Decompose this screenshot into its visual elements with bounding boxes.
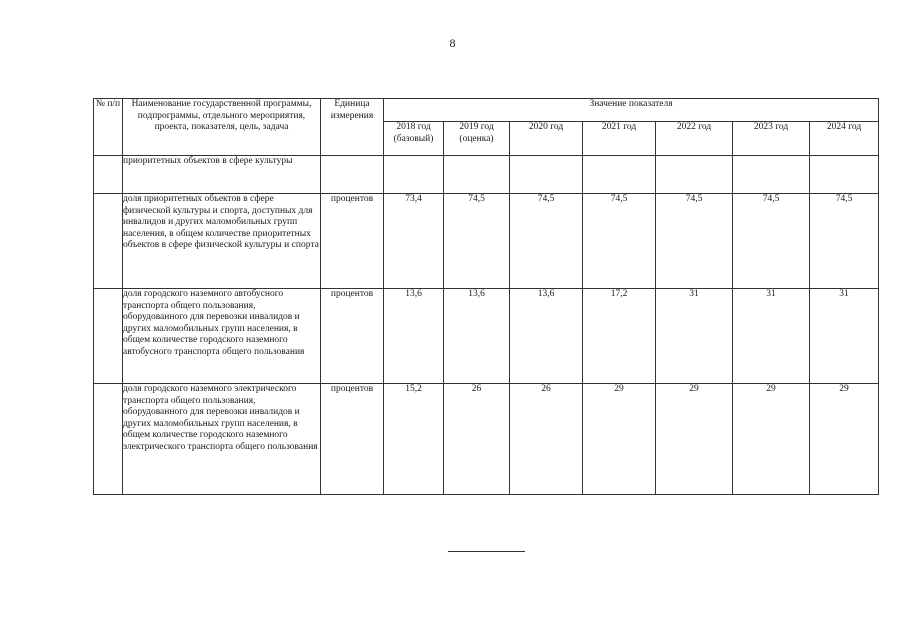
row-unit: процентов	[321, 194, 384, 289]
row-unit: процентов	[321, 289, 384, 384]
header-unit: Единица измерения	[321, 99, 384, 156]
row-value: 74,5	[510, 194, 583, 289]
row-value: 13,6	[510, 289, 583, 384]
row-value: 17,2	[583, 289, 656, 384]
row-value	[384, 156, 444, 194]
page-number: 8	[449, 36, 456, 50]
row-name: доля городского наземного электрического транспорта общего пользования, оборудованного для перевозки инвалидов и других маломобильных групп населения, в общем количестве городского наземного электрического транспорта общего пользования	[123, 384, 321, 495]
row-value	[810, 156, 879, 194]
row-value	[510, 156, 583, 194]
header-year-2024: 2024 год	[810, 122, 879, 156]
row-value: 29	[810, 384, 879, 495]
row-name: доля городского наземного автобусного транспорта общего пользования, оборудованного для перевозки инвалидов и других маломобильных групп населения, в общем количестве городского наземного автобусного транспорта общего пользования	[123, 289, 321, 384]
row-value	[583, 156, 656, 194]
row-num	[94, 194, 123, 289]
row-value: 74,5	[733, 194, 810, 289]
row-value: 13,6	[444, 289, 510, 384]
row-num	[94, 156, 123, 194]
row-value: 74,5	[810, 194, 879, 289]
row-value: 26	[510, 384, 583, 495]
row-value	[733, 156, 810, 194]
header-year-2019: 2019 год (оценка)	[444, 122, 510, 156]
header-year-2020: 2020 год	[510, 122, 583, 156]
row-value	[444, 156, 510, 194]
row-name: доля приоритетных объектов в сфере физической культуры и спорта, доступных для инвалидов и других маломобильных групп населения, в общем количестве приоритетных объектов в сфере физической культуры и спорта	[123, 194, 321, 289]
row-num	[94, 289, 123, 384]
header-row	[94, 99, 879, 122]
row-value: 15,2	[384, 384, 444, 495]
table-row	[94, 384, 879, 495]
row-value: 74,5	[444, 194, 510, 289]
row-value: 31	[810, 289, 879, 384]
row-value: 29	[583, 384, 656, 495]
indicators-table	[93, 98, 879, 495]
row-name: приоритетных объектов в сфере культуры	[123, 156, 321, 194]
table-row	[94, 289, 879, 384]
row-value: 31	[656, 289, 733, 384]
row-value: 26	[444, 384, 510, 495]
header-name: Наименование государственной программы, подпрограммы, отдельного мероприятия, проекта, показателя, цель, задача	[123, 99, 321, 156]
row-num	[94, 384, 123, 495]
header-num: № п/п	[94, 99, 123, 156]
row-value: 13,6	[384, 289, 444, 384]
header-year-2022: 2022 год	[656, 122, 733, 156]
row-unit	[321, 156, 384, 194]
header-year-2021: 2021 год	[583, 122, 656, 156]
table-row	[94, 194, 879, 289]
row-value	[656, 156, 733, 194]
footer-divider	[448, 551, 525, 552]
header-value-group: Значение показателя	[384, 99, 879, 122]
row-value: 29	[656, 384, 733, 495]
header-year-2023: 2023 год	[733, 122, 810, 156]
row-value: 31	[733, 289, 810, 384]
table-row	[94, 156, 879, 194]
header-year-2018: 2018 год (базовый)	[384, 122, 444, 156]
row-value: 29	[733, 384, 810, 495]
row-value: 74,5	[583, 194, 656, 289]
row-unit: процентов	[321, 384, 384, 495]
row-value: 73,4	[384, 194, 444, 289]
row-value: 74,5	[656, 194, 733, 289]
